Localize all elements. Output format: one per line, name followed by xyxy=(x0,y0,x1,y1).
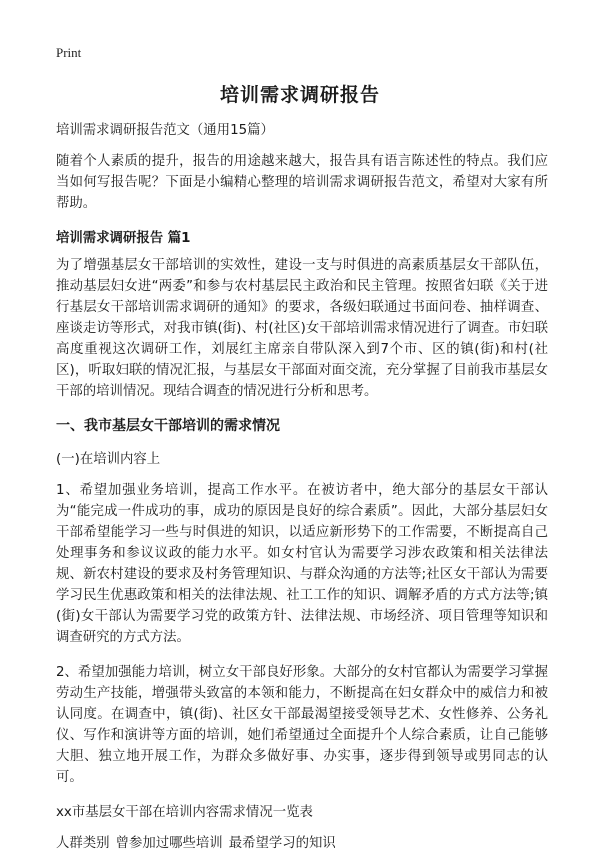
intro-paragraph: 随着个人素质的提升，报告的用途越来越大，报告具有语言陈述性的特点。我们应当如何写报告呢？下面是小编精心整理的培训需求调研报告范文，希望对大家有所帮助。 xyxy=(56,154,548,211)
table-caption: xx市基层女干部在培训内容需求情况一览表 xyxy=(56,805,313,820)
document-body xyxy=(56,120,548,854)
chapter-paragraph: 为了增强基层女干部培训的实效性，建设一支与时俱进的高素质基层女干部队伍，推动基层妇女进“两委”和参与农村基层民主政治和民主管理。按照省妇联《关于进行基层女干部培训需求调研的通知》的要求，各级妇联通过书面问卷、抽样调查、座谈走访等形式，对我市镇(街)、村(社区)女干部培训需求情况进行了调查。市妇联高度重视这次调研工作，刘展红主席亲自带队深入到7个市、区的镇(街)和村(社区)，听取妇联的情况汇报，与基层女干部面对面交流，充分掌握了目前我市基层女干部的培训情况。现结合调查的情况进行分析和思考。 xyxy=(56,258,548,399)
section-heading: 一、我市基层女干部培训的需求情况 xyxy=(56,418,280,434)
document-title: 培训需求调研报告 xyxy=(219,84,380,106)
chapter-heading: 培训需求调研报告 篇1 xyxy=(56,231,191,246)
print-link[interactable]: Print xyxy=(56,45,82,60)
table-header-row xyxy=(56,833,548,854)
table-header-cell: 最希望学习的知识 xyxy=(228,836,336,851)
item-2-paragraph: 2、希望加强能力培训，树立女干部良好形象。大部分的女村官都认为需要学习掌握劳动生产技能，增强带头致富的本领和能力，不断提高在妇女群众中的威信力和被认同度。在调查中，镇(街)、社区女干部最渴望接受领导艺术、女性修养、公务礼仪、写作和演讲等方面的培训，她们希望通过全面提升个人综合素质，让自己能够大胆、独立地开展工作，为群众多做好事、办实事，逐步得到领导或男同志的认可。 xyxy=(56,665,548,785)
subsection-heading: (一)在培训内容上 xyxy=(56,452,161,467)
table-header-cell: 曾参加过哪些培训 xyxy=(115,836,223,851)
table-header-cell: 人群类别 xyxy=(56,836,110,851)
item-1-paragraph: 1、希望加强业务培训，提高工作水平。在被访者中，绝大部分的基层女干部认为“能完成一件成功的事，成功的原因是良好的综合素质”。因此，大部分基层妇女干部希望能学习一些与时俱进的知识，以适应新形势下的工作需要，不断提高自己处理事务和参议议政的能力水平。如女村官认为需要学习涉农政策和相关法律法规、新农村建设的要求及村务管理知识、与群众沟通的方法等;社区女干部认为需要学习民生优惠政策和相关的法律法规、社工工作的知识、调解矛盾的方式方法等;镇(街)女干部认为需要学习党的政策方针、法律法规、市场经济、项目管理等知识和调查研究的方式方法。 xyxy=(56,483,548,645)
document-subtitle: 培训需求调研报告范文（通用15篇） xyxy=(56,123,274,138)
